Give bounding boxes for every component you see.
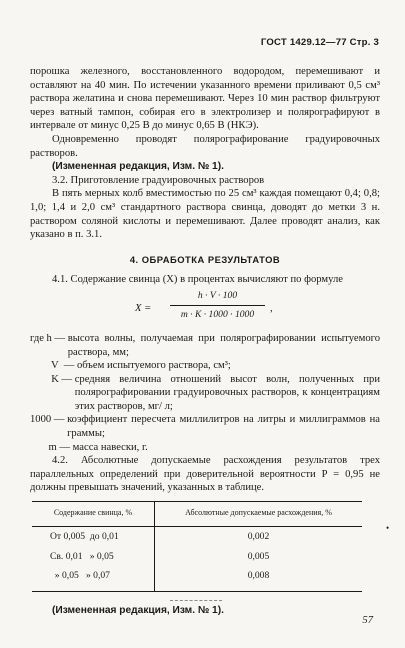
definition-symbol: V — [30,360,77,372]
table-header-row [32,502,362,527]
definition-text: масса навески, г. [72,441,148,453]
amendment-note: (Измененная редакция, Изм. № 1). [52,604,224,616]
definition-symbol: K — [30,373,75,385]
definition-symbol: 1000 — [30,414,68,426]
table-cell: 0,008 [154,566,362,591]
section-heading: 4. ОБРАБОТКА РЕЗУЛЬТАТОВ [129,253,281,265]
table-cell: 0,002 [247,531,270,543]
subsection-title: 3.2. Приготовление градуировочных растворов [52,174,265,186]
tolerance-table [32,501,362,592]
paragraph: 4.1. Содержание свинца (X) в процентах вычисляют по формуле [52,274,343,286]
definition-item [30,373,380,414]
amendment-note: (Измененная редакция, Изм. № 1). [52,161,224,173]
formula-denominator: m · K · 1000 · 1000 [180,308,255,320]
scan-speck-icon: • [386,523,390,533]
paragraph: В пять мерных колб вместимостью по 25 см³ каждая помещают 0,4; 0,8; 1,0; 1,4 и 2,0 см³ стандартного раствора свинца, доводят до метки 3 н. раствором соляной кислоты и перемешивают. Далее проводят анализ, как указано в п. 3.1. [30,188,380,241]
definition-item [30,332,380,359]
page-number: 57 [362,615,373,626]
definition-text: средняя величина отношений высот волн, полученных при полярографировании градуировочных растворов, к концентрациям этих растворов, мг/ л; [74,373,380,412]
table-row [32,527,362,547]
formula [30,289,380,329]
definition-item [30,359,380,373]
document-body [30,65,380,617]
table-cell: 0,005 [247,550,270,562]
definition-symbol: где h — [30,332,68,344]
table-row [32,547,362,567]
definition-item [30,413,380,440]
table-cell: Св. 0,01 » 0,05 [32,547,154,567]
table-row [32,566,362,591]
formula-comma: , [270,302,273,314]
table-cell: » 0,05 » 0,07 [32,566,154,591]
column-header: Абсолютные допускаемые расхождения, % [154,502,362,527]
separator-line [170,600,222,602]
column-header: Содержание свинца, % [32,502,154,527]
table-cell: От 0,005 до 0,01 [32,527,154,547]
definition-text: коэффициент пересчета миллилитров на литры и миллиграммов на граммы; [67,414,380,440]
formula-lhs: X = [135,302,152,314]
formula-fraction [170,289,265,321]
paragraph: порошка железного, восстановленного водородом, перемешивают и оставляют на 40 мин. По истечении указанного времени приливают 0,5 см³ раствора желатина и снова перемешивают. Через 10 мин раствор фильтруют через ватный тампон, собирая его в электролизер и полярографируют в интервале от минус 0,25 В до минус 0,65 В (НКЭ). [30,66,380,132]
paragraph: 4.2. Абсолютные допускаемые расхождения результатов трех параллельных определений при доверительной вероятности P = 0,95 не должны превышать значений, указанных в таблице. [30,455,380,494]
paragraph: Одновременно проводят полярографирование градуировочных растворов. [30,133,380,159]
definition-text: высота волны, получаемая при полярографировании испытуемого раствора, мм; [67,332,380,358]
page-header: ГОСТ 1429.12—77 Стр. 3 [260,37,379,48]
definition-item [30,441,380,455]
formula-numerator: h · V · 100 [170,289,265,306]
variable-definitions [30,332,380,454]
definition-text: объем испытуемого раствора, см³; [77,360,231,372]
definition-symbol: m — [30,441,73,453]
